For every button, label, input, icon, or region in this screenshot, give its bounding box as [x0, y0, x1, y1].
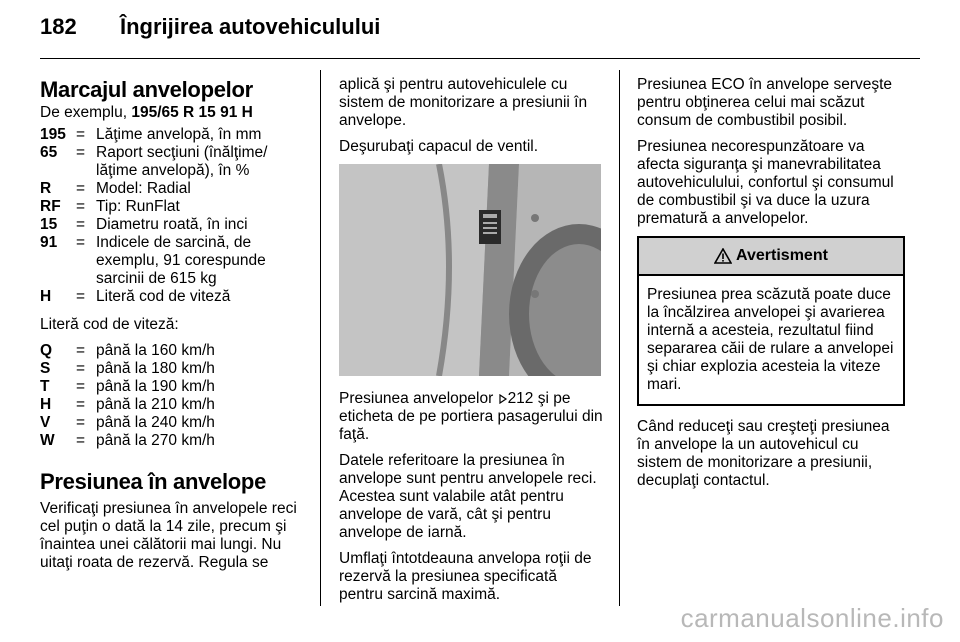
definition-row: [40, 198, 308, 216]
speed-code-intro: Literă cod de viteză:: [40, 316, 179, 333]
example-line: De exemplu, 195/65 R 15 91 H: [40, 104, 253, 121]
paragraph: Datele referitoare la presiunea în anvelope sunt pentru anvelopele reci. Acestea sunt valabile atât pentru anvelope de vară, cât şi pentru anvelope de iarnă.: [339, 452, 597, 541]
definition-key: H: [40, 396, 52, 413]
definition-value: până la 210 km/h: [96, 396, 215, 413]
warning-text: Presiunea prea scăzută poate duce la încălzirea anvelopei şi avarierea internă a acesteia, rezultatul fiind separarea căii de rulare a anvelopei şi chiar explozia acesteia la viteze mari.: [647, 286, 894, 393]
paragraph: Când reduceţi sau creşteţi presiunea în anvelope la un autovehicul cu sistem de monitorizare a presiunii, decuplaţi contactul.: [637, 418, 890, 489]
paragraph-pressure-reference: Presiunea anvelopelor 212 şi pe eticheta de pe portiera pasagerului din faţă.: [339, 390, 603, 443]
definition-row: [40, 180, 308, 198]
equals-sign: =: [76, 126, 86, 143]
definition-row: [40, 396, 308, 414]
paragraph: Presiunea ECO în anvelope serveşte pentru obţinerea celui mai scăzut consum de combustibil posibil.: [637, 76, 893, 129]
definition-value: Model: Radial: [96, 180, 191, 197]
definition-row: [40, 126, 308, 144]
definition-row: [40, 288, 308, 306]
definition-row: [40, 144, 308, 180]
definition-key: T: [40, 378, 50, 395]
column-divider: [619, 70, 620, 606]
definition-key: 15: [40, 216, 58, 233]
equals-sign: =: [76, 342, 86, 359]
definition-value: până la 180 km/h: [96, 360, 215, 377]
page-reference[interactable]: 212: [507, 390, 534, 407]
paragraph: Deşurubaţi capacul de ventil.: [339, 138, 539, 155]
door-frame-illustration: [339, 164, 601, 376]
equals-sign: =: [76, 396, 86, 413]
page-header: [40, 14, 920, 54]
warning-header: [639, 238, 903, 276]
column-1: [40, 76, 308, 572]
definition-value: până la 190 km/h: [96, 378, 215, 395]
watermark: carmanualsonline.info: [680, 603, 944, 633]
definition-key: W: [40, 432, 55, 449]
warning-title: Avertisment: [736, 247, 828, 264]
definition-key: RF: [40, 198, 61, 215]
paragraph: Umflaţi întotdeauna anvelopa roţii de rezervă la presiunea specificată pentru sarcină maximă.: [339, 550, 592, 603]
definition-key: 65: [40, 144, 58, 161]
page-number: 182: [40, 14, 77, 39]
section-heading-tire-pressure: Presiunea în anvelope: [40, 469, 267, 494]
warning-triangle-icon: [714, 248, 732, 264]
definition-row: [40, 234, 308, 288]
equals-sign: =: [76, 180, 86, 197]
definition-key: V: [40, 414, 51, 431]
definition-value: Diametru roată, în inci: [96, 216, 248, 233]
door-label-photo: [339, 164, 601, 376]
definition-row: [40, 342, 308, 360]
paragraph: Verificaţi presiunea în anvelopele reci cel puţin o dată la 14 zile, precum şi înaintea unei călătorii mai lungi. Nu uitaţi roata de rezervă. Regula se: [40, 500, 297, 571]
page-reference-icon: [498, 394, 508, 404]
definition-value: Raport secţiuni (înălţime/ lăţime anvelopă), în %: [96, 144, 268, 179]
definition-key: Q: [40, 342, 53, 359]
definition-key: R: [40, 180, 52, 197]
chapter-title: Îngrijirea autovehiculului: [120, 14, 381, 39]
column-2: [339, 76, 605, 604]
equals-sign: =: [76, 198, 86, 215]
equals-sign: =: [76, 216, 86, 233]
column-3: [637, 76, 905, 490]
definition-key: H: [40, 288, 52, 305]
example-code: 195/65 R 15 91 H: [131, 104, 253, 121]
speed-code-list: [40, 342, 308, 450]
equals-sign: =: [76, 360, 86, 377]
equals-sign: =: [76, 288, 86, 305]
section-heading-tire-marking: Marcajul anvelopelor: [40, 77, 253, 102]
definition-row: [40, 378, 308, 396]
equals-sign: =: [76, 378, 86, 395]
definition-row: [40, 216, 308, 234]
paragraph: Presiunea necorespunzătoare va afecta siguranţa şi manevrabilitatea autovehiculului, confortul şi consumul de combustibil şi va duce la uzura prematură a anvelopelor.: [637, 138, 894, 227]
definition-value: Literă cod de viteză: [96, 288, 231, 305]
definition-value: până la 160 km/h: [96, 342, 215, 359]
definition-row: [40, 414, 308, 432]
definition-value: Indicele de sarcină, de exemplu, 91 corespunde sarcinii de 615 kg: [96, 234, 266, 287]
definition-value: Tip: RunFlat: [96, 198, 180, 215]
tire-code-definitions: [40, 126, 308, 306]
definition-value: până la 270 km/h: [96, 432, 215, 449]
definition-key: 91: [40, 234, 58, 251]
paragraph: aplică şi pentru autovehiculele cu sistem de monitorizare a presiunii în anvelope.: [339, 76, 588, 129]
definition-row: [40, 360, 308, 378]
warning-box: [637, 236, 905, 406]
definition-key: S: [40, 360, 51, 377]
column-divider: [320, 70, 321, 606]
definition-value: Lăţime anvelopă, în mm: [96, 126, 262, 143]
definition-key: 195: [40, 126, 66, 143]
equals-sign: =: [76, 234, 86, 251]
equals-sign: =: [76, 144, 86, 161]
definition-value: până la 240 km/h: [96, 414, 215, 431]
definition-row: [40, 432, 308, 450]
header-divider: [40, 58, 920, 59]
equals-sign: =: [76, 432, 86, 449]
equals-sign: =: [76, 414, 86, 431]
